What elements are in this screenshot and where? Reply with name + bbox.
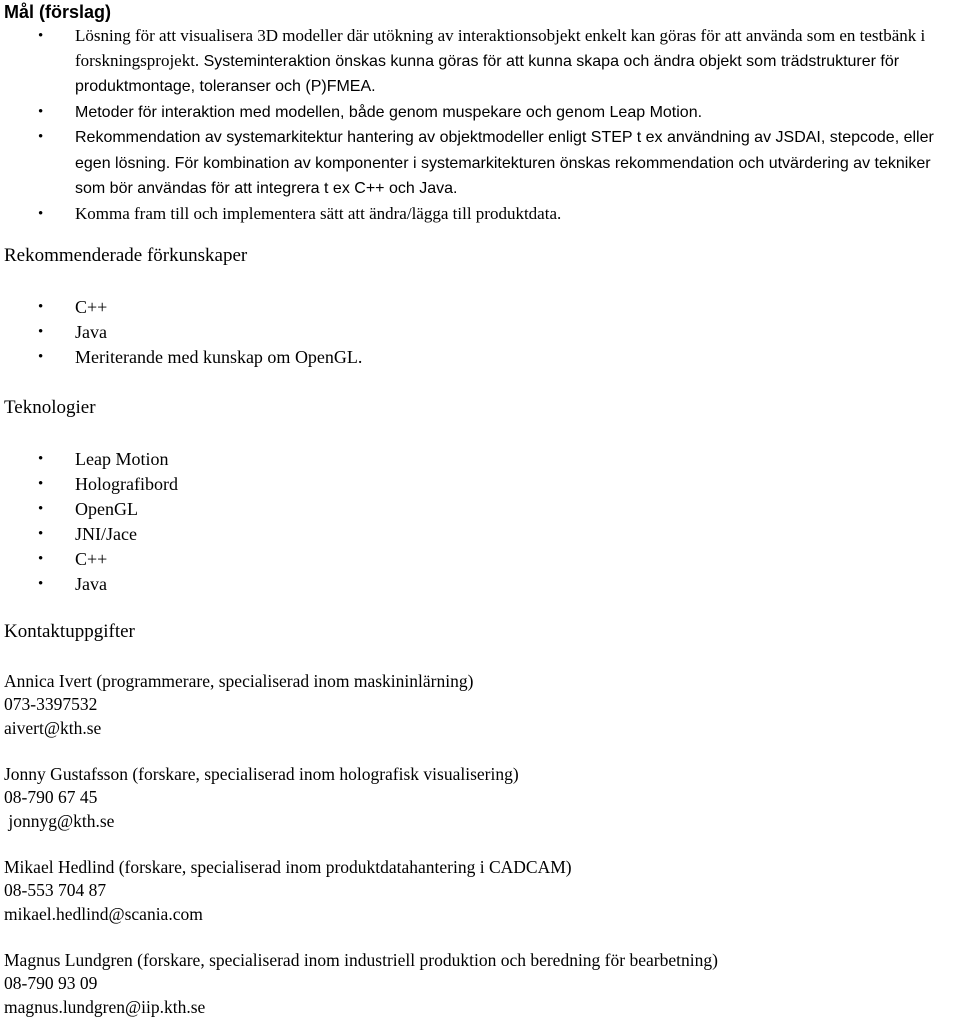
list-item <box>0 295 960 320</box>
list-item <box>0 572 960 597</box>
bullet-icon: • <box>38 324 44 340</box>
contact-name: Mikael Hedlind (forskare, specialiserad inom produktdatahantering i CADCAM) <box>4 857 572 877</box>
list-item <box>0 345 960 370</box>
technology-text: Java <box>75 574 107 594</box>
list-item <box>0 320 960 345</box>
contact-name: Magnus Lundgren (forskare, specialiserad inom industriell produktion och beredning för bearbetning) <box>4 950 718 970</box>
contact-email: jonnyg@kth.se <box>4 810 115 831</box>
bullet-icon: • <box>38 501 44 517</box>
bullet-icon: • <box>38 451 44 467</box>
contact-email: magnus.lundgren@iip.kth.se <box>4 996 206 1017</box>
goal-text-sans: Systeminteraktion önskas kunna göras för att kunna skapa och ändra objekt som trädstrukturer för produktmontage, toleranser och (P)FMEA. <box>75 52 900 95</box>
contact-email: mikael.hedlind@scania.com <box>4 903 203 924</box>
contact-name: Annica Ivert (programmerare, specialiserad inom maskininlärning) <box>4 671 474 691</box>
goal-text-sans: Rekommendation av systemarkitektur hantering av objektmodeller enligt STEP t ex användning av JSDAI, stepcode, eller egen lösning. För kombination av komponenter i systemarkitekturen önskas rekommendation och utvärdering av tekniker som bör användas för att integrera t ex C++ och Java. <box>75 129 934 197</box>
technology-text: Holografibord <box>75 474 178 494</box>
goal-text: Lösning för att visualisera 3D modeller där utökning av interaktionsobjekt enkelt kan göras för att använda som en testbänk i forskningsprojekt. <box>75 26 926 70</box>
list-item <box>0 24 960 100</box>
prerequisites-heading: Rekommenderade förkunskaper <box>4 245 248 266</box>
goal-text-sans: Metoder för interaktion med modellen, både genom muspekare och genom Leap Motion. <box>75 103 703 121</box>
bullet-icon: • <box>38 129 44 145</box>
list-item <box>0 472 960 497</box>
technology-text: JNI/Jace <box>75 524 137 544</box>
contact-block <box>4 670 473 740</box>
list-item <box>0 100 960 126</box>
technology-text: OpenGL <box>75 499 138 519</box>
contacts-heading: Kontaktuppgifter <box>4 621 135 642</box>
contact-name: Jonny Gustafsson (forskare, specialiserad inom holografisk visualisering) <box>4 764 519 784</box>
list-item <box>0 497 960 522</box>
bullet-icon: • <box>38 103 44 120</box>
bullet-icon: • <box>38 205 44 222</box>
bullet-icon: • <box>38 299 44 315</box>
bullet-icon: • <box>38 349 44 365</box>
bullet-icon: • <box>38 551 44 567</box>
goals-list <box>0 24 960 226</box>
bullet-icon: • <box>38 526 44 542</box>
prerequisite-text: Java <box>75 322 107 342</box>
contact-phone: 08-553 704 87 <box>4 880 107 901</box>
bullet-icon: • <box>38 476 44 492</box>
contact-phone: 08-790 93 09 <box>4 973 98 994</box>
contact-block <box>4 949 718 1019</box>
technology-text: C++ <box>75 549 108 569</box>
contact-block <box>4 763 519 833</box>
prerequisites-list <box>0 295 960 370</box>
bullet-icon: • <box>38 28 44 44</box>
contact-block <box>4 856 572 926</box>
bullet-icon: • <box>38 576 44 592</box>
list-item <box>0 447 960 472</box>
technology-text: Leap Motion <box>75 449 169 469</box>
list-item <box>0 522 960 547</box>
goal-text: Komma fram till och implementera sätt att ändra/lägga till produktdata. <box>75 203 562 223</box>
list-item <box>0 547 960 572</box>
goals-heading: Mål (förslag) <box>4 2 112 22</box>
list-item <box>0 202 960 227</box>
list-item <box>0 125 960 202</box>
contact-email: aivert@kth.se <box>4 717 102 738</box>
prerequisite-text: C++ <box>75 297 108 317</box>
technologies-heading: Teknologier <box>4 397 96 418</box>
contact-phone: 073-3397532 <box>4 694 98 715</box>
prerequisite-text: Meriterande med kunskap om OpenGL. <box>75 347 363 367</box>
contact-phone: 08-790 67 45 <box>4 787 98 808</box>
technologies-list <box>0 447 960 597</box>
